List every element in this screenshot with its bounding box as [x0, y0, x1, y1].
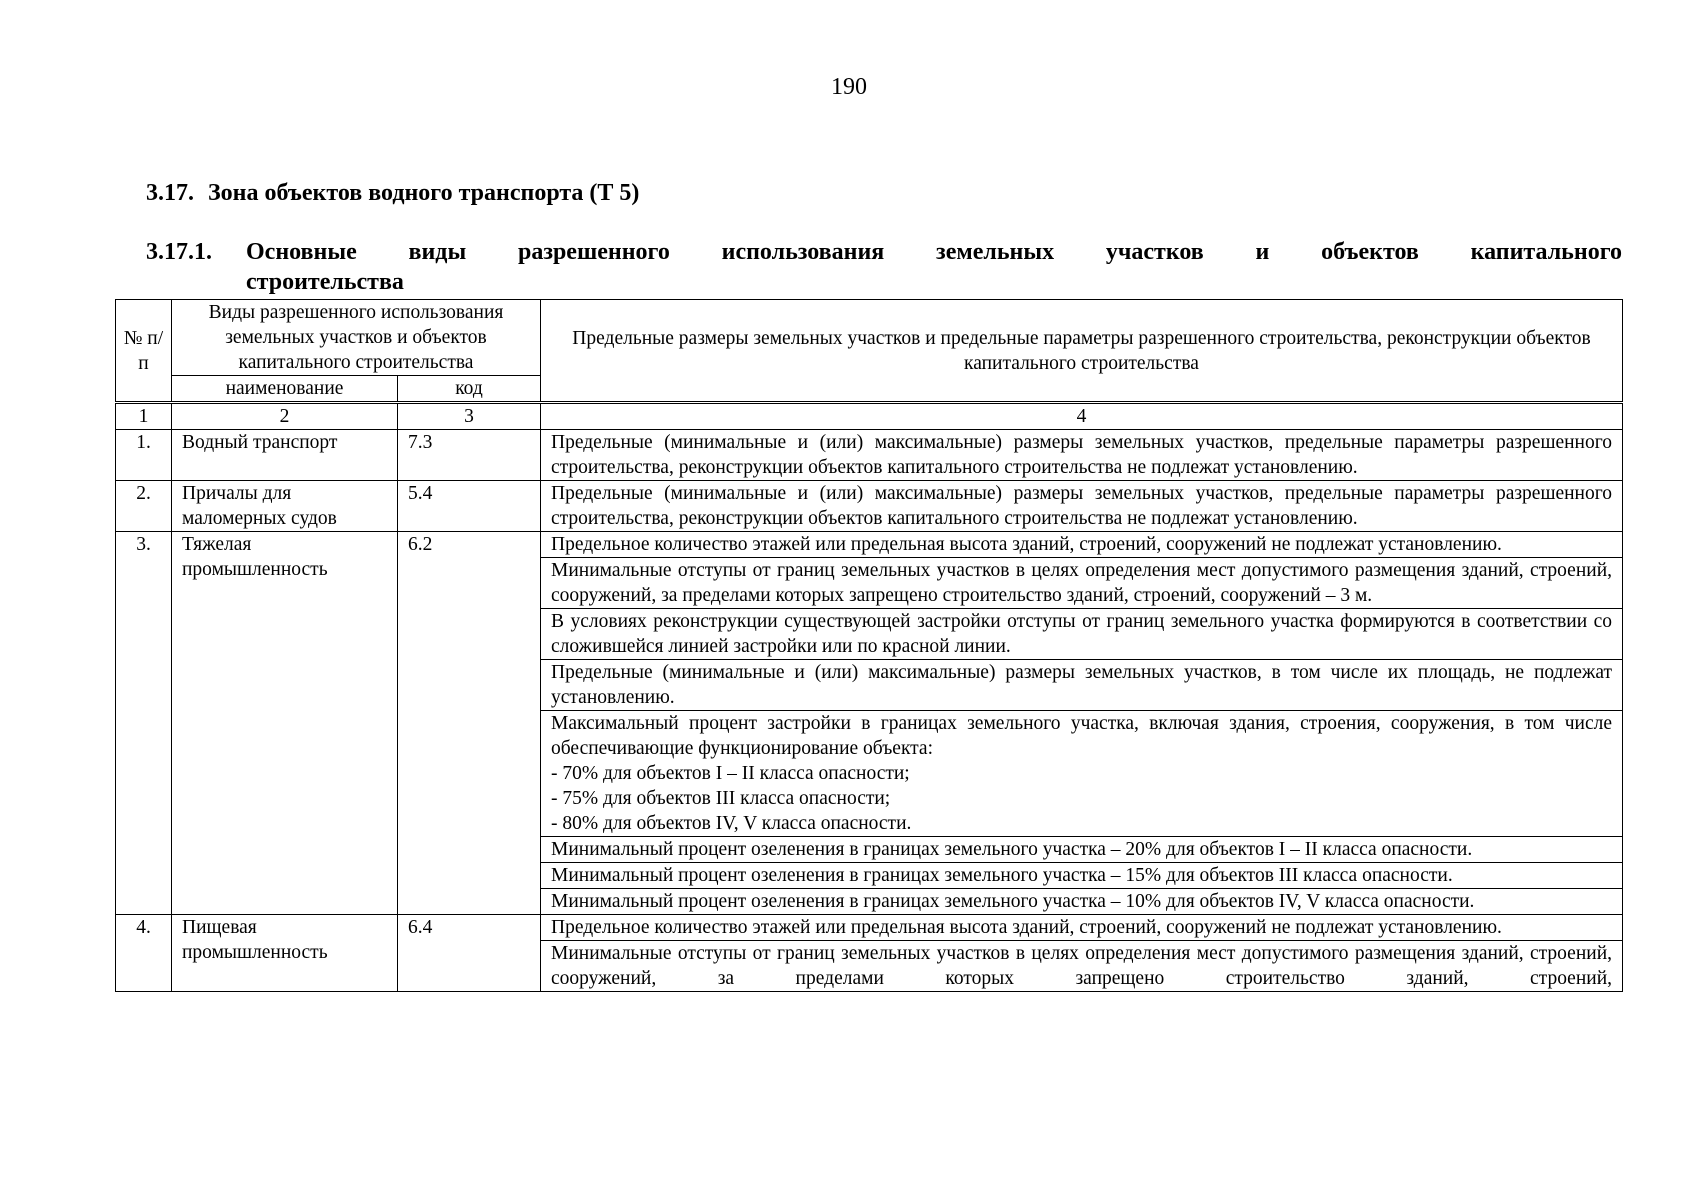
section-number: 3.17. — [146, 180, 194, 206]
regulations-table — [115, 299, 1623, 992]
header-num: № п/п — [116, 300, 172, 403]
row-number: 4. — [116, 915, 172, 992]
table-header-row — [116, 300, 1623, 376]
header-name: наименование — [172, 376, 398, 403]
table-row — [116, 532, 1623, 558]
list-item: - 80% для объектов IV, V класса опасности. — [551, 813, 912, 834]
row-code: 7.3 — [398, 430, 541, 481]
subsection-title — [146, 237, 1622, 297]
table-row — [116, 430, 1623, 481]
row-code: 5.4 — [398, 481, 541, 532]
table-row — [116, 481, 1623, 532]
row-number: 2. — [116, 481, 172, 532]
header-code: код — [398, 376, 541, 403]
column-numbers-row — [116, 403, 1623, 430]
row-param-text: Максимальный процент застройки в границах земельного участка, включая здания, строения, сооружения, в том числе обеспечивающие функционирование объекта: — [551, 713, 1613, 759]
column-number: 3 — [398, 403, 541, 430]
row-param: Минимальный процент озеленения в границах земельного участка – 15% для объектов III класса опасности. — [541, 863, 1623, 889]
page-number: 190 — [831, 74, 867, 100]
row-param: Минимальные отступы от границ земельных участков в целях определения мест допустимого размещения зданий, строений, сооружений, за пределами которых запрещено строительство зданий, строений, — [541, 941, 1623, 992]
list-item: - 70% для объектов I – II класса опасности; — [551, 763, 910, 784]
row-name: Причалы для маломерных судов — [172, 481, 398, 532]
row-code: 6.2 — [398, 532, 541, 915]
subsection-title-text — [246, 237, 1622, 297]
row-number: 1. — [116, 430, 172, 481]
row-number: 3. — [116, 532, 172, 915]
row-param: Предельное количество этажей или предельная высота зданий, строений, сооружений не подлежат установлению. — [541, 915, 1623, 941]
column-number: 4 — [541, 403, 1623, 430]
header-params: Предельные размеры земельных участков и предельные параметры разрешенного строительства, реконструкции объектов капитального строительства — [541, 300, 1623, 403]
row-name: Тяжелая промышленность — [172, 532, 398, 915]
subsection-number: 3.17.1. — [146, 239, 212, 265]
list-item: - 75% для объектов III класса опасности; — [551, 788, 891, 809]
table-row — [116, 915, 1623, 941]
row-param: Предельные (минимальные и (или) максимальные) размеры земельных участков, предельные параметры разрешенного строительства, реконструкции объектов капитального строительства не подлежат установлению. — [541, 481, 1623, 532]
subsection-title-line1: Основные виды разрешенного использования земельных участков и объектов капитального — [246, 239, 1622, 265]
header-types: Виды разрешенного использования земельных участков и объектов капитального строительства — [172, 300, 541, 376]
row-param: Минимальные отступы от границ земельных участков в целях определения мест допустимого размещения зданий, строений, сооружений, за пределами которых запрещено строительство зданий, строений, сооружений – 3 м. — [541, 558, 1623, 609]
column-number: 2 — [172, 403, 398, 430]
row-param: Предельные (минимальные и (или) максимальные) размеры земельных участков, в том числе их площадь, не подлежат установлению. — [541, 660, 1623, 711]
row-param: В условиях реконструкции существующей застройки отступы от границ земельного участка формируются в соответствии со сложившейся линией застройки или по красной линии. — [541, 609, 1623, 660]
row-param: Минимальный процент озеленения в границах земельного участка – 20% для объектов I – II класса опасности. — [541, 837, 1623, 863]
row-param-build-percent — [541, 711, 1623, 837]
row-param: Предельные (минимальные и (или) максимальные) размеры земельных участков, предельные параметры разрешенного строительства, реконструкции объектов капитального строительства не подлежат установлению. — [541, 430, 1623, 481]
section-title-text: Зона объектов водного транспорта (Т 5) — [208, 180, 640, 206]
row-code: 6.4 — [398, 915, 541, 992]
row-param: Минимальный процент озеленения в границах земельного участка – 10% для объектов IV, V класса опасности. — [541, 889, 1623, 915]
section-title — [146, 180, 639, 207]
row-param: Предельное количество этажей или предельная высота зданий, строений, сооружений не подлежат установлению. — [541, 532, 1623, 558]
subsection-title-line2: строительства — [246, 269, 404, 295]
column-number: 1 — [116, 403, 172, 430]
row-name: Пищевая промышленность — [172, 915, 398, 992]
row-name: Водный транспорт — [172, 430, 398, 481]
